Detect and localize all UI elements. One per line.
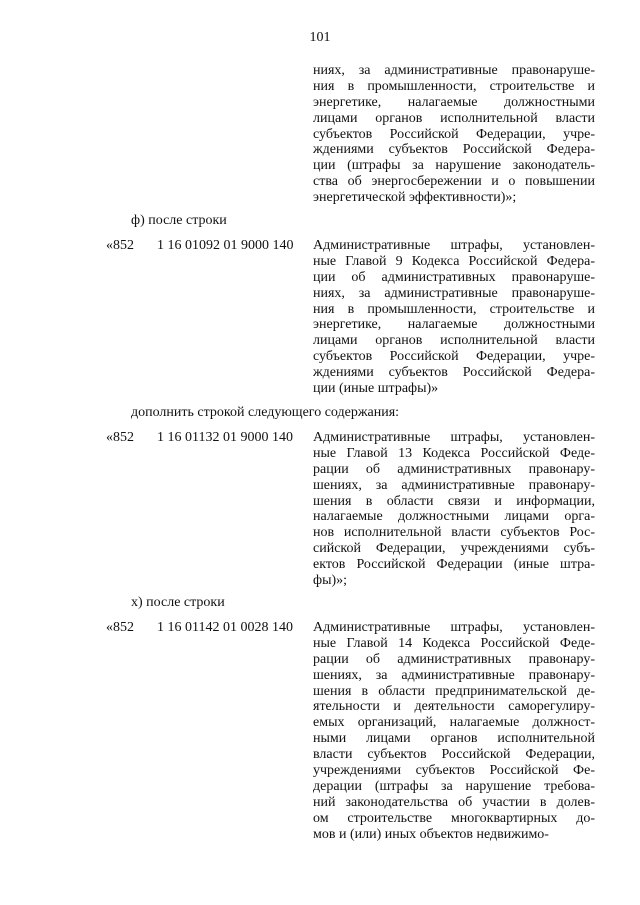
- description-line: ными лицами органов исполнительной: [313, 731, 595, 747]
- row3-code: 1 16 01142 01 0028 140: [157, 620, 293, 635]
- row1-prefix: «852: [106, 238, 134, 253]
- description-line: рации об административных правонару-: [313, 651, 595, 667]
- description-line: шения в области предпринимательской де-: [313, 683, 595, 699]
- description-line: ные Главой 13 Кодекса Российской Феде-: [313, 445, 595, 461]
- description-line: ниях, за административные правонаруше-: [313, 285, 595, 301]
- description-line: ждениями субъектов Российской Федера-: [313, 142, 595, 158]
- description-line: налагаемые должностными лицами орга-: [313, 509, 595, 525]
- description-block-continuation: [313, 63, 595, 206]
- row1-description: [313, 238, 595, 397]
- description-line: фы)»;: [313, 573, 348, 589]
- description-line: ом строительстве многоквартирных до-: [313, 810, 595, 826]
- description-line: ции (штрафы за нарушение законодатель-: [313, 158, 595, 174]
- row3-prefix: «852: [106, 620, 134, 635]
- instruction-f: ф) после строки: [131, 213, 227, 228]
- instruction-add-row: дополнить строкой следующего содержания:: [131, 405, 400, 420]
- description-line: дерации (штрафы за нарушение требова-: [313, 778, 595, 794]
- description-line: лицами органов исполнительной власти: [313, 110, 595, 126]
- description-line: энергетической эффективности)»;: [313, 190, 517, 206]
- description-line: власти субъектов Российской Федерации,: [313, 747, 595, 763]
- description-line: мов и (или) иных объектов недвижимо-: [313, 826, 549, 842]
- description-line: ные Главой 9 Кодекса Российской Федера-: [313, 253, 595, 269]
- description-line: шениях, за административные правонару-: [313, 477, 595, 493]
- description-line: нов исполнительной власти субъектов Рос-: [313, 525, 595, 541]
- row2-code: 1 16 01132 01 9000 140: [157, 430, 293, 445]
- description-line: ждениями субъектов Российской Федера-: [313, 365, 595, 381]
- description-line: ниях, за административные правонаруше-: [313, 63, 595, 78]
- description-line: шения в области связи и информации,: [313, 493, 595, 509]
- description-line: Административные штрафы, установлен-: [313, 620, 595, 635]
- description-line: сийской Федерации, учреждениями субъ-: [313, 541, 595, 557]
- description-line: субъектов Российской Федерации, учре-: [313, 126, 595, 142]
- description-line: учреждениями субъектов Российской Фе-: [313, 763, 595, 779]
- description-line: Административные штрафы, установлен-: [313, 238, 595, 253]
- row2-prefix: «852: [106, 430, 134, 445]
- description-line: субъектов Российской Федерации, учре-: [313, 349, 595, 365]
- description-line: шениях, за административные правонару-: [313, 667, 595, 683]
- description-line: ятельности и деятельности саморегулиру-: [313, 699, 595, 715]
- description-line: ства об энергосбережении и о повышении: [313, 174, 595, 190]
- description-line: емых организаций, налагаемые должност-: [313, 715, 595, 731]
- row3-description: [313, 620, 595, 842]
- page-number: 101: [309, 30, 331, 45]
- instruction-h: х) после строки: [131, 595, 225, 610]
- description-line: ектов Российской Федерации (иные штра-: [313, 557, 595, 573]
- description-line: ния в промышленности, строительстве и: [313, 78, 595, 94]
- description-line: энергетике, налагаемые должностными: [313, 94, 595, 110]
- description-line: рации об административных правонару-: [313, 461, 595, 477]
- description-line: ния в промышленности, строительстве и: [313, 301, 595, 317]
- description-line: ции об административных правонаруше-: [313, 269, 595, 285]
- description-line: энергетике, налагаемые должностными: [313, 317, 595, 333]
- row2-description: [313, 430, 595, 589]
- description-line: лицами органов исполнительной власти: [313, 333, 595, 349]
- description-line: Административные штрафы, установлен-: [313, 430, 595, 445]
- row1-code: 1 16 01092 01 9000 140: [157, 238, 294, 253]
- description-line: ний законодательства об участии в долев-: [313, 794, 595, 810]
- description-line: ции (иные штрафы)»: [313, 381, 439, 397]
- description-line: ные Главой 14 Кодекса Российской Феде-: [313, 635, 595, 651]
